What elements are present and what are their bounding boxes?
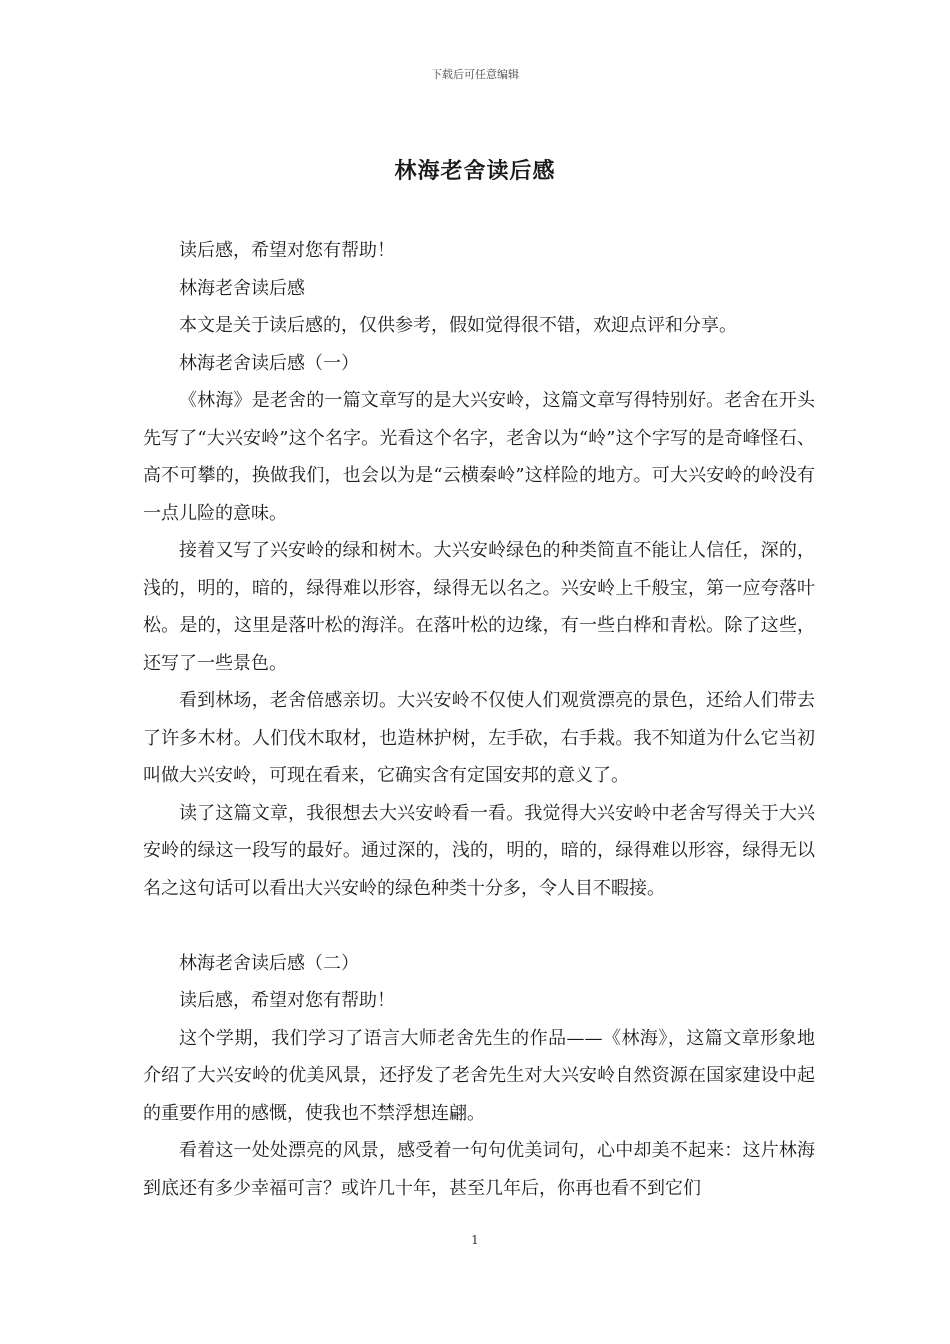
paragraph: 读了这篇文章，我很想去大兴安岭看一看。我觉得大兴安岭中老舍写得关于大兴安岭的绿这一段写的最好。通过深的，浅的，明的，暗的，绿得难以形容，绿得无以名之这句话可以看出大兴安岭的绿色种类十分多，令人目不暇接。: [143, 802, 815, 899]
paragraph-gap: [143, 907, 815, 945]
paragraph: 看到林场，老舍倍感亲切。大兴安岭不仅使人们观赏漂亮的景色，还给人们带去了许多木材。人们伐木取材，也造林护树，左手砍，右手栽。我不知道为什么它当初叫做大兴安岭，可现在看来，它确实含有定国安邦的意义了。: [143, 690, 815, 786]
paragraph: 《林海》是老舍的一篇文章写的是大兴安岭，这篇文章写得特别好。老舍在开头先写了“大兴安岭”这个名字。光看这个名字，老舍以为“岭”这个字写的是奇峰怪石、高不可攀的，换做我们，也会以为是“云横秦岭”这样险的地方。可大兴安岭的岭没有一点儿险的意味。: [143, 390, 815, 524]
section-heading-one: 林海老舍读后感（一）: [179, 352, 359, 374]
paragraph: 这个学期，我们学习了语言大师老舍先生的作品——《林海》，这篇文章形象地介绍了大兴安岭的优美风景，还抒发了老舍先生对大兴安岭自然资源在国家建设中起的重要作用的感慨，使我也不禁浮想连翩。: [143, 1027, 815, 1124]
page-number: 1: [471, 1233, 479, 1247]
paragraph-note: 本文是关于读后感的，仅供参考，假如觉得很不错，欢迎点评和分享。: [179, 315, 737, 336]
paragraph-subtitle: 林海老舍读后感: [179, 277, 305, 299]
document-title: 林海老舍读后感: [394, 158, 556, 184]
paragraph: 看着这一处处漂亮的风景，感受着一句句优美词句，心中却美不起来：这片林海到底还有多少幸福可言？或许几十年，甚至几年后，你再也看不到它们: [143, 1140, 815, 1199]
page-header: 下载后可任意编辑: [431, 68, 519, 81]
paragraph: 接着又写了兴安岭的绿和树木。大兴安岭绿色的种类简直不能让人信任，深的，浅的，明的，暗的，绿得难以形容，绿得无以名之。兴安岭上千般宝，第一应夸落叶松。是的，这里是落叶松的海洋。在落叶松的边缘，有一些白桦和青松。除了这些，还写了一些景色。: [143, 540, 815, 674]
paragraph-intro: 读后感，希望对您有帮助！: [179, 240, 395, 261]
paragraph: 读后感，希望对您有帮助！: [179, 990, 395, 1011]
document-body: [143, 232, 815, 1207]
section-heading-two: 林海老舍读后感（二）: [179, 952, 359, 974]
